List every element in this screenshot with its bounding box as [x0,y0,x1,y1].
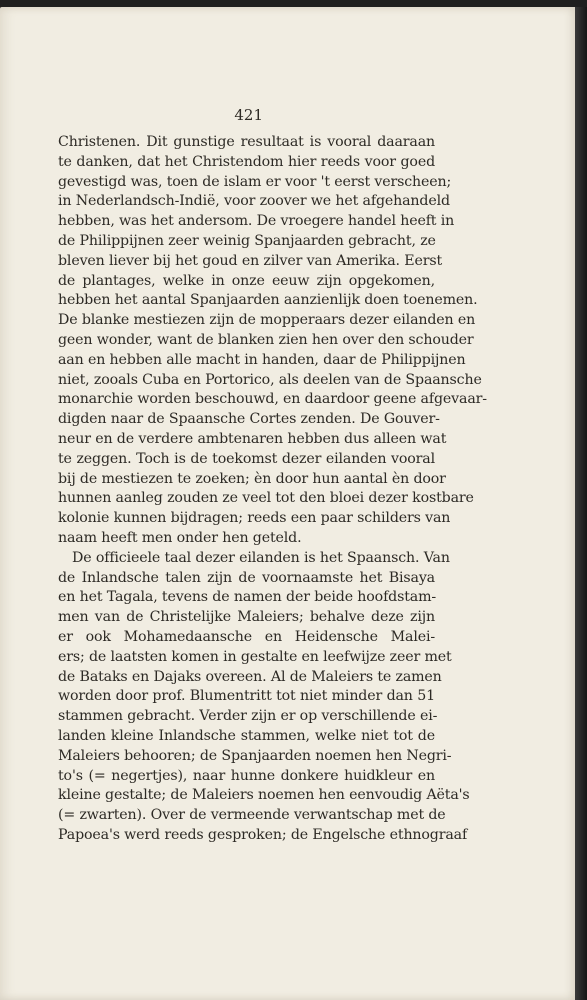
text-line: worden door prof. Blumentritt tot niet minder dan 51 [58,688,435,705]
text-line: de Inlandsche talen zijn de voornaamste het Bisaya [58,569,435,586]
text-line: neur en de verdere ambtenaren hebben dus alleen wat [58,430,447,447]
text-line: men van de Christelijke Maleiers; behalve deze zijn [58,609,435,626]
page-number-container [0,106,493,124]
text-line: (= zwarten). Over de vermeende verwantschap met de [58,807,446,824]
text-line: stammen gebracht. Verder zijn er op verschillende ei- [58,708,438,725]
text-line: monarchie worden beschouwd, en daardoor geene afgevaar- [58,391,487,408]
text-line: in Nederlandsch-Indië, voor zoover we het afgehandeld [58,193,450,210]
body-text [58,133,487,846]
text-line: kolonie kunnen bijdragen; reeds een paar schilders van [58,510,451,527]
text-line: bij de mestiezen te zoeken; èn door hun aantal èn door [58,470,446,487]
text-line: digden naar de Spaansche Cortes zenden. De Gouver- [58,411,440,428]
text-line: gevestigd was, toen de islam er voor 't eerst verscheen; [58,173,452,190]
scan-dark-edge [575,7,587,1000]
text-line: naam heeft men onder hen geteld. [58,529,302,546]
text-line: De officieele taal dezer eilanden is het Spaansch. Van [72,549,450,566]
text-line: to's (= negertjes), naar hunne donkere huidkleur en [58,767,435,784]
text-line: geen wonder, want de blanken zien hen over den schouder [58,331,474,348]
text-line: te danken, dat het Christendom hier reeds voor goed [58,153,435,170]
text-line: kleine gestalte; de Maleiers noemen hen eenvoudig Aëta's [58,787,470,804]
text-line: de Bataks en Dajaks overeen. Al de Maleiers te zamen [58,668,442,685]
text-line: niet, zooals Cuba en Portorico, als deelen van de Spaansche [58,371,482,388]
text-line: de Philippijnen zeer weinig Spanjaarden gebracht, ze [58,232,436,249]
text-line: bleven liever bij het goud en zilver van Amerika. Eerst [58,252,443,269]
text-line: de plantages, welke in onze eeuw zijn opgekomen, [58,272,435,289]
text-line: hebben, was het andersom. De vroegere handel heeft in [58,213,455,230]
text-line: aan en hebben alle macht in handen, daar de Philippijnen [58,351,466,368]
text-line: ers; de laatsten komen in gestalte en leefwijze zeer met [58,648,452,665]
book-page [0,7,575,1000]
text-line: Christenen. Dit gunstige resultaat is vooral daaraan [58,134,435,150]
text-line: er ook Mohamedaansche en Heidensche Malei- [58,628,435,645]
page-number: 421 [234,106,263,124]
text-line: te zeggen. Toch is de toekomst dezer eilanden vooral [58,450,435,467]
text-line: en het Tagala, tevens de namen der beide hoofdstam- [58,589,437,606]
text-line: landen kleine Inlandsche stammen, welke niet tot de [58,727,435,744]
text-line: hebben het aantal Spanjaarden aanzienlijk doen toenemen. [58,292,478,309]
text-line: De blanke mestiezen zijn de mopperaars dezer eilanden en [58,312,476,329]
text-line: Maleiers behooren; de Spanjaarden noemen hen Negri- [58,747,452,764]
text-line: hunnen aanleg zouden ze veel tot den bloei dezer kostbare [58,490,474,507]
text-line: Papoea's werd reeds gesproken; de Engelsche ethnograaf [58,826,468,843]
